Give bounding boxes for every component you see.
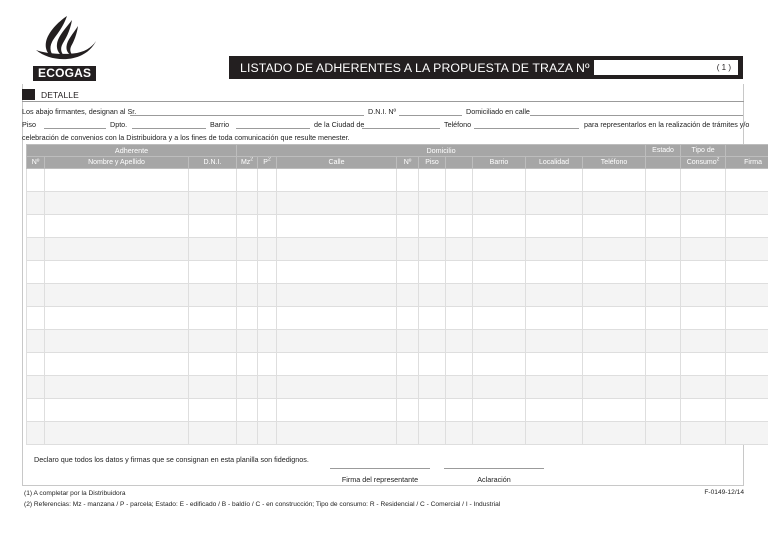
- table-cell[interactable]: [583, 330, 646, 353]
- table-cell[interactable]: [419, 261, 446, 284]
- table-cell[interactable]: [237, 261, 258, 284]
- table-cell[interactable]: [27, 284, 45, 307]
- table-cell[interactable]: [419, 353, 446, 376]
- field-piso[interactable]: [44, 128, 106, 129]
- table-cell[interactable]: [681, 399, 726, 422]
- table-cell[interactable]: [681, 307, 726, 330]
- table-cell[interactable]: [726, 376, 768, 399]
- table-cell[interactable]: [189, 169, 237, 192]
- table-cell[interactable]: [646, 238, 681, 261]
- table-cell[interactable]: [189, 330, 237, 353]
- ecogas-wordmark: ECOGAS: [33, 66, 96, 81]
- section-header-detalle: [22, 88, 744, 102]
- col-header-numero-calle: Nº: [397, 157, 419, 169]
- table-cell[interactable]: [526, 399, 583, 422]
- table-cell[interactable]: [526, 261, 583, 284]
- table-cell[interactable]: [397, 238, 419, 261]
- table-cell[interactable]: [419, 399, 446, 422]
- table-body: [27, 169, 768, 445]
- table-cell[interactable]: [473, 192, 526, 215]
- table-cell[interactable]: [726, 284, 768, 307]
- table-cell[interactable]: [397, 376, 419, 399]
- table-cell[interactable]: [681, 376, 726, 399]
- table-cell[interactable]: [45, 330, 189, 353]
- table-cell[interactable]: [446, 192, 473, 215]
- table-cell[interactable]: [277, 330, 397, 353]
- table-cell[interactable]: [237, 399, 258, 422]
- intro-block: [22, 104, 750, 143]
- table-cell[interactable]: [583, 261, 646, 284]
- table-cell[interactable]: [583, 353, 646, 376]
- table-cell[interactable]: [45, 261, 189, 284]
- table-cell[interactable]: [526, 192, 583, 215]
- table-cell[interactable]: [277, 399, 397, 422]
- table-cell[interactable]: [526, 215, 583, 238]
- table-group-header-row: [27, 145, 768, 157]
- table-cell[interactable]: [45, 307, 189, 330]
- label-domiciliado: Domiciliado en calle: [466, 107, 530, 116]
- table-cell[interactable]: [419, 284, 446, 307]
- footnotes: [24, 489, 500, 510]
- intro-line-2: [22, 117, 750, 130]
- table-cell[interactable]: [446, 353, 473, 376]
- table-cell[interactable]: [726, 215, 768, 238]
- field-telefono[interactable]: [474, 128, 579, 129]
- table-cell[interactable]: [277, 169, 397, 192]
- table-cell[interactable]: [646, 330, 681, 353]
- table-cell[interactable]: [681, 422, 726, 445]
- table-cell[interactable]: [681, 238, 726, 261]
- table-cell[interactable]: [237, 169, 258, 192]
- table-cell[interactable]: [473, 238, 526, 261]
- table-cell[interactable]: [237, 307, 258, 330]
- table-cell[interactable]: [473, 284, 526, 307]
- table-cell[interactable]: [189, 215, 237, 238]
- group-header-domicilio: Domicilio: [237, 145, 646, 157]
- table-cell[interactable]: [583, 215, 646, 238]
- intro-line-3: [22, 130, 744, 143]
- table-cell[interactable]: [446, 376, 473, 399]
- table-cell[interactable]: [45, 284, 189, 307]
- group-header-estado: Estado: [646, 145, 681, 157]
- table-cell[interactable]: [583, 169, 646, 192]
- table-cell[interactable]: [277, 284, 397, 307]
- declaration-text: Declaro que todos los datos y firmas que se consignan en esta planilla son fidedignos.: [34, 455, 309, 464]
- table-cell[interactable]: [27, 192, 45, 215]
- table-cell[interactable]: [726, 399, 768, 422]
- table-cell[interactable]: [646, 215, 681, 238]
- table-cell[interactable]: [45, 169, 189, 192]
- table-cell[interactable]: [526, 238, 583, 261]
- label-piso: Piso: [22, 120, 36, 129]
- table-row[interactable]: [27, 169, 768, 192]
- table-cell[interactable]: [45, 399, 189, 422]
- form-code: F-0149-12/14: [704, 489, 744, 496]
- table-cell[interactable]: [397, 422, 419, 445]
- table-cell[interactable]: [526, 284, 583, 307]
- table-cell[interactable]: [258, 215, 277, 238]
- table-cell[interactable]: [583, 192, 646, 215]
- table-cell[interactable]: [258, 169, 277, 192]
- col-header-numero: Nº: [27, 157, 45, 169]
- table-cell[interactable]: [446, 238, 473, 261]
- table-cell[interactable]: [681, 284, 726, 307]
- table-cell[interactable]: [277, 192, 397, 215]
- table-cell[interactable]: [419, 169, 446, 192]
- table-cell[interactable]: [27, 422, 45, 445]
- table-cell[interactable]: [446, 399, 473, 422]
- table-cell[interactable]: [446, 284, 473, 307]
- table-cell[interactable]: [45, 192, 189, 215]
- table-cell[interactable]: [583, 284, 646, 307]
- table-cell[interactable]: [237, 284, 258, 307]
- table-cell[interactable]: [419, 422, 446, 445]
- table-cell[interactable]: [446, 261, 473, 284]
- table-cell[interactable]: [583, 399, 646, 422]
- table-cell[interactable]: [258, 307, 277, 330]
- table-cell[interactable]: [583, 238, 646, 261]
- table-row[interactable]: [27, 330, 768, 353]
- table-cell[interactable]: [646, 399, 681, 422]
- table-cell[interactable]: [583, 376, 646, 399]
- table-cell[interactable]: [237, 353, 258, 376]
- table-row[interactable]: [27, 422, 768, 445]
- table-cell[interactable]: [419, 307, 446, 330]
- intro-line-1: [22, 104, 744, 117]
- label-designan: Los abajo firmantes, designan al Sr.: [22, 107, 137, 116]
- table-cell[interactable]: [27, 399, 45, 422]
- table-cell[interactable]: [189, 261, 237, 284]
- table-cell[interactable]: [237, 215, 258, 238]
- table-cell[interactable]: [583, 307, 646, 330]
- table-cell[interactable]: [726, 238, 768, 261]
- col-header-depto: [446, 157, 473, 169]
- col-header-consumo: Consumo$^2$: [681, 157, 726, 169]
- table-cell[interactable]: [27, 238, 45, 261]
- table-cell[interactable]: [258, 399, 277, 422]
- group-header-adherente: Adherente: [27, 145, 237, 157]
- field-dpto[interactable]: [132, 128, 206, 129]
- table-cell[interactable]: [277, 307, 397, 330]
- table-cell[interactable]: [27, 353, 45, 376]
- table-cell[interactable]: [681, 215, 726, 238]
- table-cell[interactable]: [189, 376, 237, 399]
- table-cell[interactable]: [473, 261, 526, 284]
- field-domicilio-calle[interactable]: [530, 115, 743, 116]
- table-cell[interactable]: [446, 422, 473, 445]
- table-cell[interactable]: [419, 330, 446, 353]
- table-cell[interactable]: [27, 261, 45, 284]
- table-row[interactable]: [27, 399, 768, 422]
- label-ciudad: de la Ciudad de: [314, 120, 365, 129]
- table-cell[interactable]: [277, 376, 397, 399]
- table-cell[interactable]: [397, 399, 419, 422]
- col-header-parcela: $P^2$: [258, 157, 277, 169]
- table-cell[interactable]: [446, 330, 473, 353]
- table-cell[interactable]: [646, 307, 681, 330]
- table-cell[interactable]: [726, 169, 768, 192]
- table-row[interactable]: [27, 376, 768, 399]
- col-header-dni: D.N.I.: [189, 157, 237, 169]
- signature-representante[interactable]: [330, 468, 430, 484]
- table-cell[interactable]: [258, 192, 277, 215]
- table-cell[interactable]: [189, 192, 237, 215]
- col-header-firma: Firma: [726, 157, 768, 169]
- table-row[interactable]: [27, 353, 768, 376]
- table-cell[interactable]: [258, 422, 277, 445]
- intro-paragraph: celebración de convenios con la Distribuidora y a los fines de toda comunicación que resulte menester.: [22, 133, 350, 142]
- label-barrio: Barrio: [210, 120, 230, 129]
- table-cell[interactable]: [526, 353, 583, 376]
- table-cell[interactable]: [189, 422, 237, 445]
- table-cell[interactable]: [473, 215, 526, 238]
- table-cell[interactable]: [726, 192, 768, 215]
- signature-caption: Firma del representante: [341, 475, 419, 484]
- table-cell[interactable]: [189, 307, 237, 330]
- table-cell[interactable]: [258, 353, 277, 376]
- table-cell[interactable]: [397, 169, 419, 192]
- table-cell[interactable]: [526, 422, 583, 445]
- table-cell[interactable]: [726, 422, 768, 445]
- table-cell[interactable]: [397, 353, 419, 376]
- table-cell[interactable]: [473, 330, 526, 353]
- page-title: LISTADO DE ADHERENTES A LA PROPUESTA DE TRAZA Nº: [240, 60, 590, 75]
- label-dpto: Dpto.: [110, 120, 128, 129]
- col-header-telefono: Teléfono: [583, 157, 646, 169]
- traza-note: ( 1 ): [716, 63, 731, 72]
- flame-leaf-icon: [28, 14, 100, 64]
- col-header-estado-blank: [646, 157, 681, 169]
- group-header-blank: [726, 145, 768, 157]
- table-cell[interactable]: [45, 353, 189, 376]
- table-cell[interactable]: [27, 169, 45, 192]
- table-cell[interactable]: [258, 376, 277, 399]
- table-cell[interactable]: [27, 330, 45, 353]
- table-cell[interactable]: [237, 238, 258, 261]
- field-dni[interactable]: [399, 115, 462, 116]
- title-banner: [229, 56, 743, 79]
- table-cell[interactable]: [258, 330, 277, 353]
- table-cell[interactable]: [681, 330, 726, 353]
- table-cell[interactable]: [473, 376, 526, 399]
- table-cell[interactable]: [681, 261, 726, 284]
- table-cell[interactable]: [646, 353, 681, 376]
- table-cell[interactable]: [646, 192, 681, 215]
- col-header-calle: Calle: [277, 157, 397, 169]
- table-cell[interactable]: [419, 192, 446, 215]
- table-cell[interactable]: [189, 353, 237, 376]
- table-cell[interactable]: [583, 422, 646, 445]
- table-cell[interactable]: [237, 422, 258, 445]
- signature-area: [330, 468, 550, 484]
- col-header-nombre-apellido: Nombre y Apellido: [45, 157, 189, 169]
- table-cell[interactable]: [419, 376, 446, 399]
- table-cell[interactable]: [446, 169, 473, 192]
- table-cell[interactable]: [45, 238, 189, 261]
- table-cell[interactable]: [646, 261, 681, 284]
- table-cell[interactable]: [419, 238, 446, 261]
- table-cell[interactable]: [681, 192, 726, 215]
- table-cell[interactable]: [473, 169, 526, 192]
- section-marker-icon: [22, 89, 35, 100]
- table-cell[interactable]: [726, 330, 768, 353]
- table-row[interactable]: [27, 238, 768, 261]
- table-cell[interactable]: [726, 307, 768, 330]
- table-row[interactable]: [27, 192, 768, 215]
- table-cell[interactable]: [473, 307, 526, 330]
- ecogas-logo: [22, 14, 108, 86]
- table-cell[interactable]: [397, 261, 419, 284]
- table-cell[interactable]: [258, 261, 277, 284]
- table-cell[interactable]: [45, 422, 189, 445]
- table-cell[interactable]: [277, 422, 397, 445]
- table-cell[interactable]: [726, 353, 768, 376]
- col-header-localidad: Localidad: [526, 157, 583, 169]
- table-cell[interactable]: [237, 330, 258, 353]
- table-cell[interactable]: [726, 261, 768, 284]
- table-cell[interactable]: [397, 192, 419, 215]
- table-cell[interactable]: [189, 238, 237, 261]
- table-cell[interactable]: [397, 284, 419, 307]
- table-cell[interactable]: [446, 215, 473, 238]
- table-cell[interactable]: [45, 376, 189, 399]
- footnote-2: (2) Referencias: Mz - manzana / P - parcela; Estado: E - edificado / B - baldío / C - en construcción; Tipo de consumo: R - Residencial / C - Comercial / I - Industrial: [24, 500, 501, 508]
- table-head: [27, 145, 768, 169]
- col-header-piso: Piso: [419, 157, 446, 169]
- table-cell[interactable]: [446, 307, 473, 330]
- table-cell[interactable]: [646, 169, 681, 192]
- table-cell[interactable]: [646, 284, 681, 307]
- table-cell[interactable]: [258, 238, 277, 261]
- table-cell[interactable]: [419, 215, 446, 238]
- table-cell[interactable]: [526, 307, 583, 330]
- table-cell[interactable]: [27, 307, 45, 330]
- signature-aclaracion[interactable]: [444, 468, 544, 484]
- traza-number-input[interactable]: [593, 59, 739, 76]
- table-cell[interactable]: [45, 215, 189, 238]
- table-cell[interactable]: [526, 169, 583, 192]
- table-cell[interactable]: [27, 215, 45, 238]
- table-cell[interactable]: [237, 192, 258, 215]
- table-cell[interactable]: [277, 353, 397, 376]
- table-row[interactable]: [27, 284, 768, 307]
- table-cell[interactable]: [646, 422, 681, 445]
- table-column-header-row: [27, 157, 768, 169]
- field-nombre-sr[interactable]: [130, 115, 364, 116]
- label-telefono: Teléfono: [444, 120, 472, 129]
- col-header-barrio: Barrio: [473, 157, 526, 169]
- table-cell[interactable]: [473, 353, 526, 376]
- label-representacion: para representarlos en la realización de trámites y/o: [584, 120, 750, 129]
- table-cell[interactable]: [237, 376, 258, 399]
- section-title: DETALLE: [41, 89, 79, 100]
- table-cell[interactable]: [189, 284, 237, 307]
- field-barrio[interactable]: [236, 128, 310, 129]
- table-cell[interactable]: [473, 399, 526, 422]
- table-cell[interactable]: [189, 399, 237, 422]
- table-cell[interactable]: [27, 376, 45, 399]
- table-row[interactable]: [27, 261, 768, 284]
- table-row[interactable]: [27, 307, 768, 330]
- table-cell[interactable]: [397, 330, 419, 353]
- table-cell[interactable]: [277, 215, 397, 238]
- table-cell[interactable]: [277, 238, 397, 261]
- aclaracion-caption: Aclaración: [477, 475, 511, 484]
- col-header-manzana: Mz$^2$: [237, 157, 258, 169]
- adherentes-table: [26, 144, 768, 445]
- table-cell[interactable]: [397, 215, 419, 238]
- table-cell[interactable]: [526, 376, 583, 399]
- table-cell[interactable]: [277, 261, 397, 284]
- table-cell[interactable]: [397, 307, 419, 330]
- table-cell[interactable]: [646, 376, 681, 399]
- table-cell[interactable]: [526, 330, 583, 353]
- table-cell[interactable]: [258, 284, 277, 307]
- footnote-1: (1) A completar por la Distribuidora: [24, 490, 126, 497]
- table-cell[interactable]: [681, 169, 726, 192]
- group-header-tipo-consumo: Tipo de: [681, 145, 726, 157]
- table-row[interactable]: [27, 215, 768, 238]
- field-ciudad[interactable]: [362, 128, 440, 129]
- table-cell[interactable]: [473, 422, 526, 445]
- table-cell[interactable]: [681, 353, 726, 376]
- label-dni: D.N.I. Nº: [368, 107, 397, 116]
